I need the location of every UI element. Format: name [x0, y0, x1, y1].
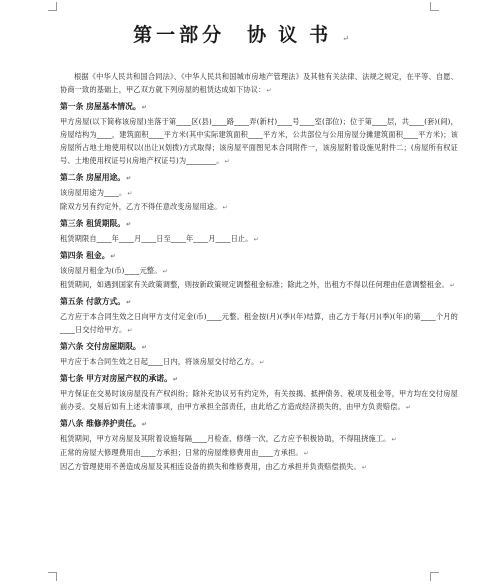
page-corner-mark [48, 2, 57, 11]
article-paragraph: 甲方保证在交易时该房屋没有产权纠纷；除补充协议另有约定外，有关按揭、抵押债务、税项及租金等，甲方均在交付房屋前办妥。交易后如有上述未清事项，由甲方承担全部责任，由此给乙方造成经济损失的，由甲方负责赔偿。↵ [60, 389, 458, 411]
article-paragraph: 该房屋用途为____。↵ [60, 188, 133, 197]
article-heading: 第三条 租赁期限。↵ [60, 219, 132, 228]
paragraph-mark-icon: ↵ [253, 236, 259, 243]
article-paragraph: 甲方应于本合同生效之日起____日内，将该房屋交付给乙方。↵ [60, 357, 265, 366]
paragraph-mark-icon: ↵ [266, 87, 272, 94]
paragraph-mark-icon: ↵ [126, 175, 132, 182]
paragraph-mark-icon: ↵ [391, 436, 397, 443]
paragraph-mark-icon: ↵ [172, 376, 178, 383]
paragraph-mark-icon: ↵ [224, 158, 230, 165]
article-paragraph: 租赁期间，甲方对房屋及其附着设施每隔____月检查、修缮一次，乙方应予积极协助，不得阻挠施工。↵ [60, 434, 397, 443]
article-2 [60, 171, 458, 214]
article-paragraph: 因乙方管理使用不善造成房屋及其相连设备的损失和维修费用，由乙方承担并负责赔偿损失。↵ [60, 462, 368, 471]
article-1 [60, 100, 458, 168]
article-paragraph: 乙方应于本合同生效之日向甲方支付定金(币)____元整。租金按(月)(季)(年)结算，由乙方于每(月)(季)(年)的第____个月的____日交付给甲方。↵ [60, 312, 458, 334]
article-paragraph: 正常的房屋大修理费用由____方承担；日常的房屋维修费用由____方承担。↵ [60, 448, 309, 457]
paragraph-mark-icon: ↵ [449, 282, 456, 289]
paragraph-mark-icon: ↵ [222, 204, 228, 211]
page-corner-mark [430, 2, 439, 11]
article-heading: 第八条 维修养护责任。↵ [60, 419, 147, 428]
preamble-paragraph [60, 70, 458, 97]
page-corner-mark [48, 572, 57, 581]
paragraph-mark-icon: ↵ [342, 34, 349, 43]
document-body [60, 70, 458, 474]
title-part-2: 协议书 [247, 24, 341, 46]
paragraph-mark-icon: ↵ [303, 450, 309, 457]
article-5 [60, 295, 458, 337]
paragraph-mark-icon: ↵ [405, 404, 412, 411]
preamble-text: 根据《中华人民共和国合同法》、《中华人民共和国城市房地产管理法》及其他有关法律、法规之规定，在平等、自愿、协商一致的基础上，甲乙双方就下列房屋的租赁达成如下协议： [60, 72, 458, 94]
paragraph-mark-icon: ↵ [162, 268, 168, 275]
article-4 [60, 249, 458, 292]
paragraph-mark-icon: ↵ [126, 221, 132, 228]
article-heading: 第一条 房屋基本情况。↵ [60, 102, 147, 111]
paragraph-mark-icon: ↵ [126, 299, 132, 306]
article-heading: 第七条 甲方对房屋产权的承诺。↵ [60, 374, 178, 383]
page-title [0, 20, 482, 47]
paragraph-mark-icon: ↵ [361, 464, 368, 471]
paragraph-mark-icon: ↵ [127, 190, 133, 197]
article-paragraph: 租赁期间，如遇到国家有关政策调整，则按新政策规定调整租金标准；除此之外，出租方不得以任何理由任意调整租金。↵ [60, 280, 456, 289]
article-heading: 第二条 房屋用途。↵ [60, 173, 132, 182]
article-paragraph: 甲方房屋(以下简称该房屋)坐落于第____区(县)____路____弄(新村)____号____室(部位)；位于第____层，共____(套)(间)，房屋结构为____，建筑面积____平方米(其中实际建筑面积____平方米，公共部位与公用房屋分摊建筑面积____平方米)；该房屋所占地土地使用权以(出让)(划拨)方式取得；该房屋平面图见本合同附件一，该房屋附着设施见附件二；(房屋所有权证号、土地使用权证号)(房地产权证号)为________。↵ [60, 117, 458, 165]
paragraph-mark-icon: ↵ [141, 344, 147, 351]
article-6 [60, 340, 458, 369]
page-corner-mark [430, 572, 439, 581]
article-heading: 第四条 租金。↵ [60, 251, 116, 260]
title-part-1: 第一部分 [133, 24, 226, 46]
article-paragraph: 租赁期限自____年____月____日至____年____月____日止。↵ [60, 234, 259, 243]
article-3 [60, 217, 458, 246]
article-heading: 第六条 交付房屋期限。↵ [60, 342, 147, 351]
article-7 [60, 372, 458, 414]
article-8 [60, 417, 458, 474]
article-paragraph: 除双方另有约定外，乙方不得任意改变房屋用途。↵ [60, 202, 228, 211]
article-heading: 第五条 付款方式。↵ [60, 297, 132, 306]
paragraph-mark-icon: ↵ [110, 253, 116, 260]
paragraph-mark-icon: ↵ [141, 421, 147, 428]
article-paragraph: 该房屋月租金为(币)____元整。↵ [60, 266, 168, 275]
paragraph-mark-icon: ↵ [259, 359, 265, 366]
paragraph-mark-icon: ↵ [141, 104, 147, 111]
paragraph-mark-icon: ↵ [127, 327, 133, 334]
